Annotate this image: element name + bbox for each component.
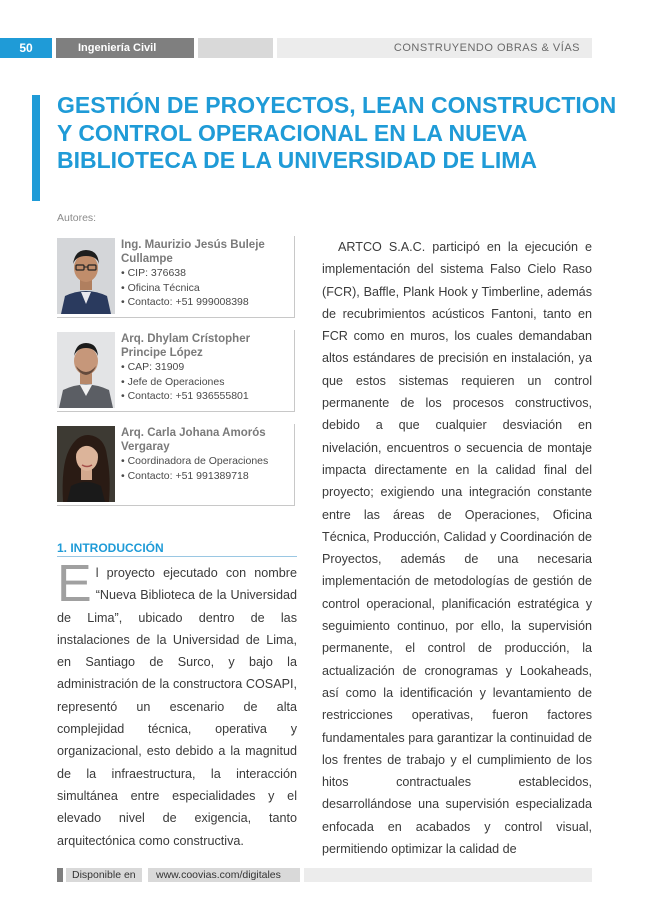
author-photo xyxy=(57,426,115,502)
author-info xyxy=(121,332,293,404)
author-detail: • Coordinadora de Operaciones xyxy=(121,455,269,467)
author-name: Arq. Carla Johana Amorós Vergaray xyxy=(121,427,266,453)
title-accent-bar xyxy=(32,95,40,201)
author-detail: • Oficina Técnica xyxy=(121,281,200,294)
header-divider-bar xyxy=(198,38,273,58)
author-detail: • CAP: 31909 xyxy=(121,361,185,373)
article-title: GESTIÓN DE PROYECTOS, LEAN CONSTRUCTION Y CONTROL OPERACIONAL EN LA NUEVA BIBLIOTECA DE LA UNIVERSIDAD DE LIMA xyxy=(57,92,617,173)
authors-label: Autores: xyxy=(57,212,97,224)
author-photo xyxy=(57,238,115,314)
author-info xyxy=(121,238,293,310)
author-detail: • Contacto: +51 936555801 xyxy=(121,390,249,402)
author-detail: • Jefe de Operaciones xyxy=(121,375,225,388)
publication-name: CONSTRUYENDO OBRAS & VÍAS xyxy=(277,38,592,58)
footer-label: Disponible en xyxy=(66,868,142,882)
footer-link[interactable]: www.coovias.com/digitales xyxy=(148,868,300,882)
author-name: Ing. Maurizio Jesús Buleje Cullampe xyxy=(121,239,265,265)
footer-marker xyxy=(57,868,63,882)
author-name: Arq. Dhylam Crístopher Principe López xyxy=(121,333,251,359)
author-photo xyxy=(57,332,115,408)
intro-paragraph xyxy=(57,555,297,852)
page-header xyxy=(0,38,650,58)
intro-text: l proyecto ejecutado con nombre “Nueva Biblioteca de la Universidad de Lima”, ubicado dentro de las instalaciones de la Universidad de Lima, en Santiago de Surco, y bajo la administración de la constructora COSAPI, representó un escenario de alta complejidad técnica, operativa y organizacional, esto debido a la magnitud de la infraestructura, la interacción simultánea entre especialidades y el elevado nivel de exigencia, tanto arquitectónica como constructiva. xyxy=(57,566,297,848)
author-detail: • Contacto: +51 991389718 xyxy=(121,469,249,482)
footer-bar xyxy=(304,868,592,882)
author-card xyxy=(57,424,295,506)
author-card xyxy=(57,236,295,318)
section-heading: 1. INTRODUCCIÓN xyxy=(57,541,297,557)
author-card xyxy=(57,330,295,412)
author-detail: • CIP: 376638 xyxy=(121,267,186,279)
page-number: 50 xyxy=(0,38,52,58)
author-info xyxy=(121,426,293,483)
page-footer xyxy=(0,868,650,882)
section-tag: Ingeniería Civil xyxy=(56,38,194,58)
body-paragraph: ARTCO S.A.C. participó en la ejecución e implementación del sistema Falso Cielo Raso (FCR), Baffle, Plank Hook y Timberline, además de recubrimientos acústicos Fantoni, tanto en FCR como en muros, los cuales demandaban altos estándares de precisión en instalación, ya que estos sistemas requieren un control permanente de los procesos constructivos, debido a que cualquier desviación en nivelación, encuentros o secuencia de montaje impacta directamente en la calidad final del proyecto; exigiendo una integración constante entre las áreas de Operaciones, Oficina Técnica, Producción, Calidad y Coordinación de Proyectos, además de una necesaria implementación de metodologías de gestión de control operacional, planificación estratégica y seguimiento continuo, por ello, la supervisión permanente, el control de producción, la actualización de cronogramas y Lookaheads, así como la identificación y levantamiento de restricciones operativas, fueron factores fundamentales para garantizar la continuidad de los frentes de trabajo y el cumplimiento de los hitos contractuales establecidos, desarrollándose una supervisión especializada enfocada en acabados y control visual, permitiendo optimizar la calidad de xyxy=(322,240,592,857)
author-detail: • Contacto: +51 999008398 xyxy=(121,296,249,308)
drop-cap: E xyxy=(57,555,92,613)
